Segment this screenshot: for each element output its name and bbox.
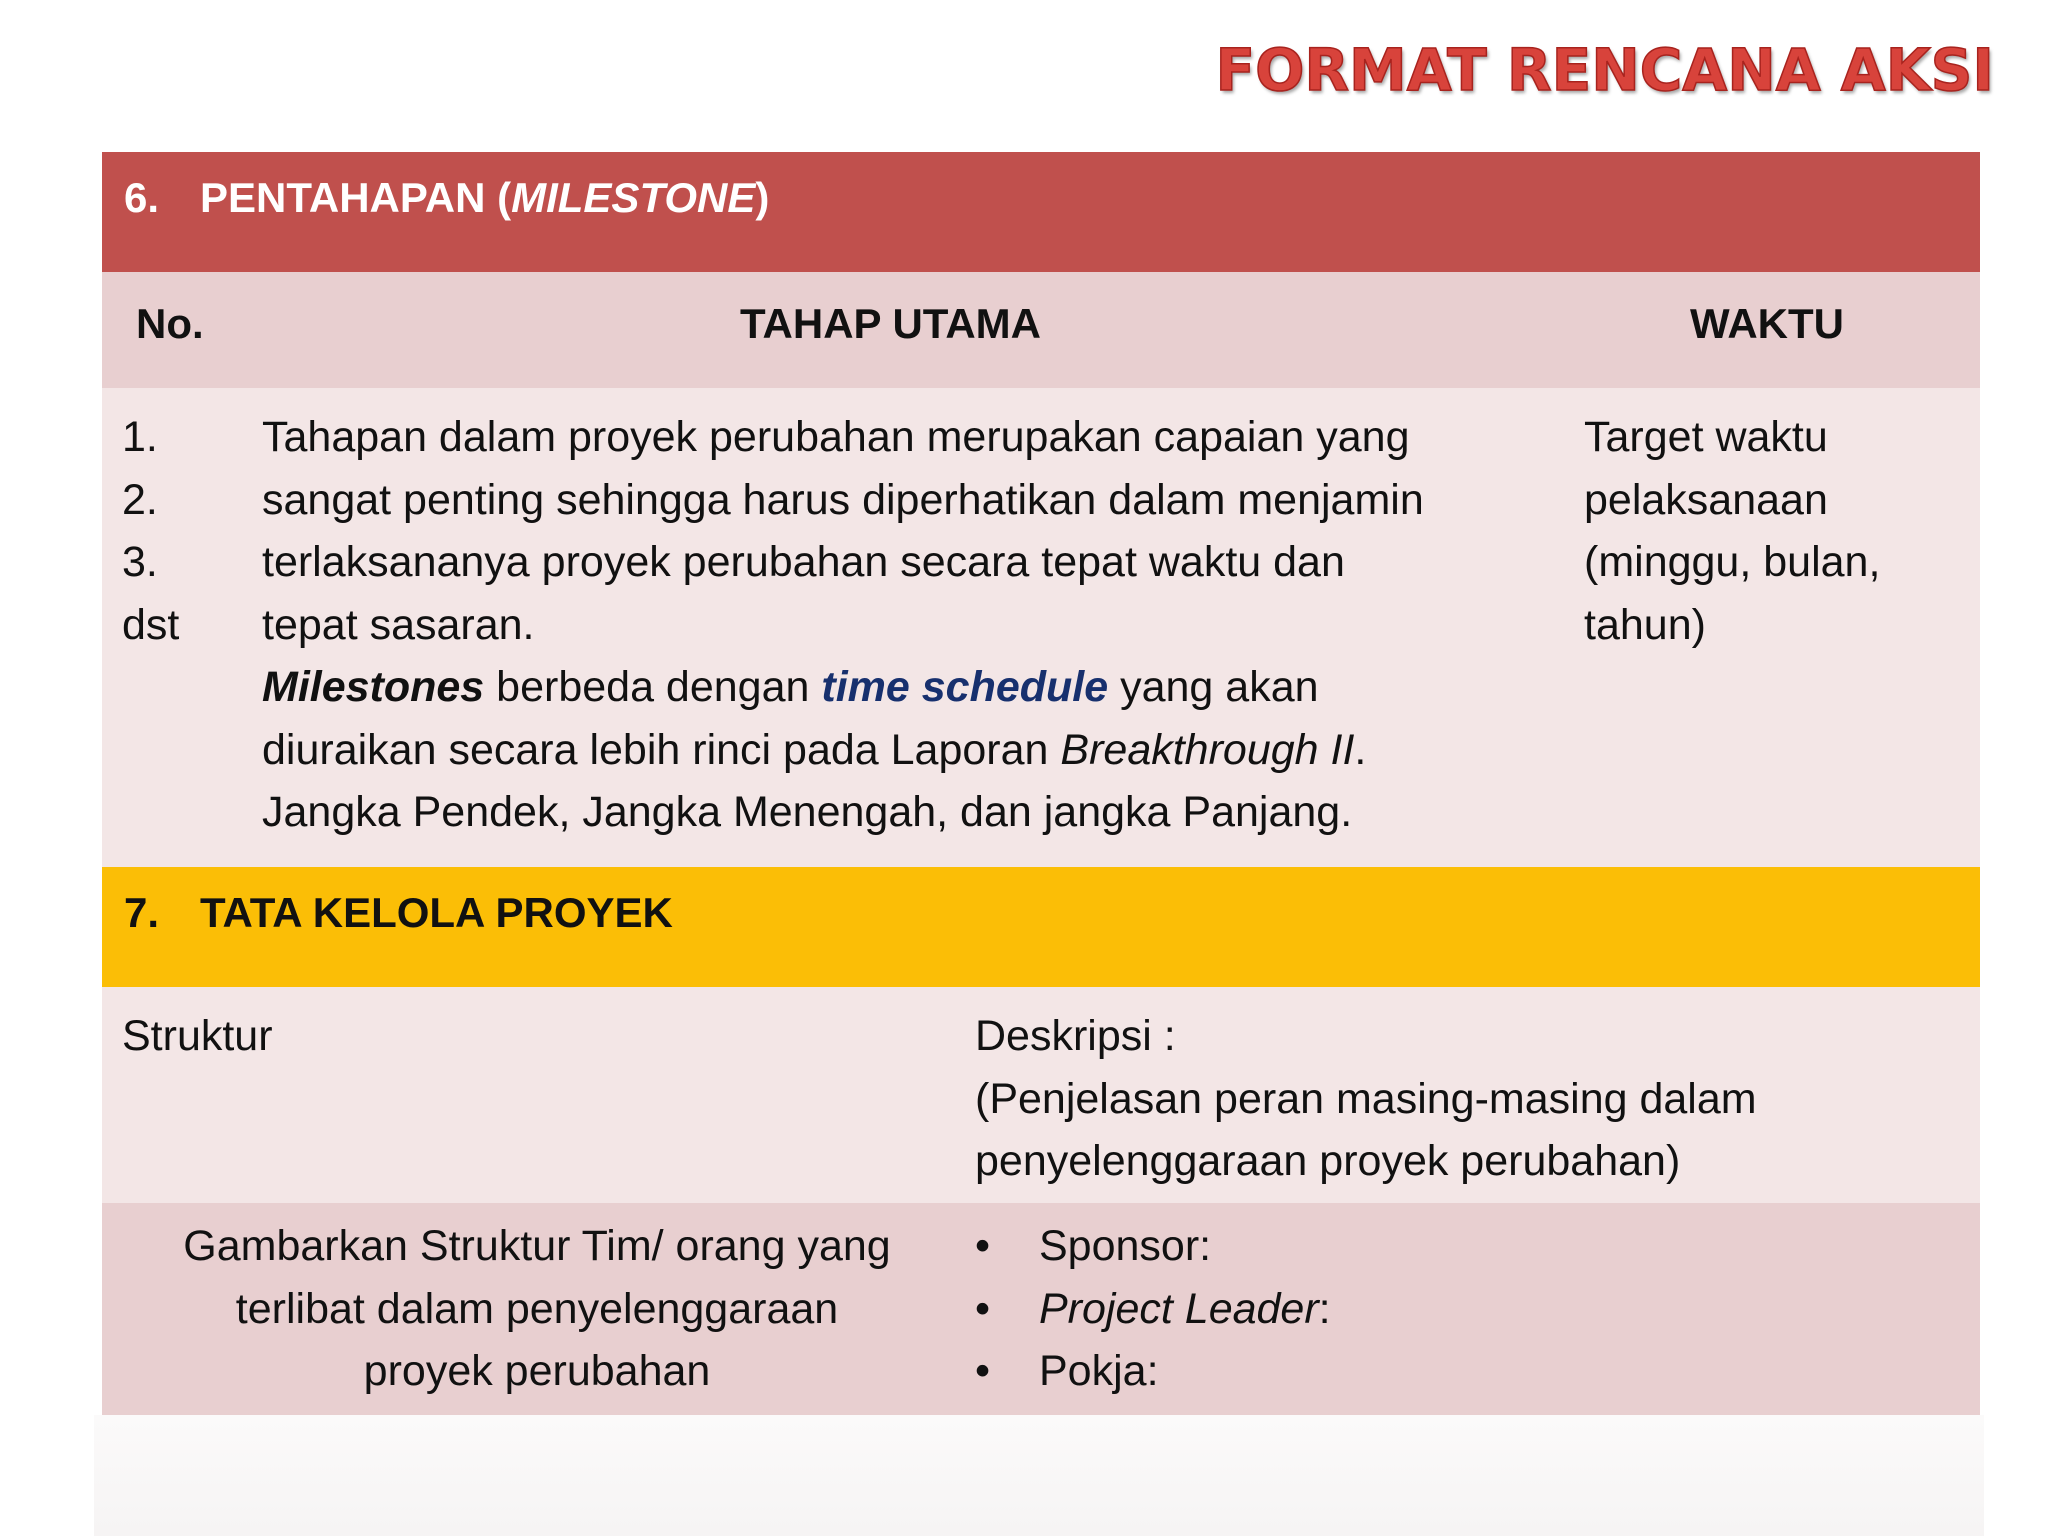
team-line: terlibat dalam penyelenggaraan [235, 1284, 839, 1333]
milestone-number-column [122, 406, 179, 656]
section-6-title-suffix: ) [755, 174, 770, 221]
waktu-line: tahun) [1584, 600, 1706, 649]
deskripsi-line: (Penjelasan peran masing-masing dalam [975, 1074, 1757, 1123]
tahap-line: terlaksananya proyek perubahan secara tepat waktu dan [262, 538, 1345, 586]
breakthrough-text: . [1354, 725, 1367, 774]
struktur-label: Struktur [122, 1012, 273, 1060]
milestone-number: 3. [122, 538, 158, 586]
team-structure-text [112, 1215, 962, 1403]
slide-title: FORMAT RENCANA AKSI [1215, 36, 1994, 104]
section-7-title: TATA KELOLA PROYEK [200, 889, 673, 936]
milestone-number: 2. [122, 475, 158, 524]
section-6-number: 6. [124, 174, 160, 221]
struktur-row [102, 987, 1980, 1203]
deskripsi-line: Deskripsi : [975, 1012, 1176, 1060]
breakthrough-italic: Breakthrough II [1060, 725, 1355, 774]
tahap-line: Tahapan dalam proyek perubahan merupakan capaian yang [262, 413, 1410, 461]
jangka-line: Jangka Pendek, Jangka Menengah, dan jangka Panjang. [262, 788, 1353, 836]
header-no: No. [136, 300, 204, 347]
breakthrough-line [262, 719, 1652, 782]
section-6-title [200, 174, 769, 222]
role-sponsor-label: Sponsor: [1039, 1222, 1212, 1270]
team-line: Gambarkan Struktur Tim/ orang yang [183, 1222, 891, 1270]
role-project-leader [975, 1278, 1331, 1341]
tahap-line: tepat sasaran. [262, 600, 535, 649]
team-structure-row [102, 1203, 1980, 1419]
header-tahap-utama: TAHAP UTAMA [740, 300, 1041, 347]
section-6-band [102, 152, 1980, 272]
bullet-icon: • [975, 1284, 991, 1333]
milestone-number: 1. [122, 413, 158, 461]
roles-list [975, 1215, 1331, 1403]
waktu-line: Target waktu [1584, 413, 1828, 461]
role-pokja [975, 1340, 1331, 1403]
waktu-line: pelaksanaan [1584, 475, 1828, 524]
waktu-line: (minggu, bulan, [1584, 538, 1881, 586]
bullet-icon: • [975, 1347, 991, 1395]
deskripsi-line: penyelenggaraan proyek perubahan) [975, 1137, 1681, 1185]
waktu-text [1584, 406, 1964, 656]
section-6-title-italic: MILESTONE [511, 174, 756, 221]
slide-footer-area [94, 1415, 1984, 1536]
header-waktu: WAKTU [1690, 300, 1844, 347]
milestone-body-row [102, 388, 1980, 867]
milestones-line [262, 656, 1652, 719]
tahap-line: sangat penting sehingga harus diperhatikan dalam menjamin [262, 475, 1424, 524]
tahap-utama-text [262, 406, 1652, 844]
deskripsi-text [975, 1005, 1757, 1193]
keyword-milestones: Milestones [262, 663, 485, 711]
bullet-icon: • [975, 1222, 991, 1270]
milestone-header-row [102, 272, 1980, 388]
role-pokja-label: Pokja: [1039, 1347, 1159, 1395]
role-project-leader-label: Project Leader [1039, 1284, 1319, 1333]
keyword-time-schedule: time schedule [821, 663, 1109, 711]
milestone-number: dst [122, 600, 180, 649]
section-7-band [102, 867, 1980, 987]
breakthrough-text: diuraikan secara lebih rinci pada Laporan [262, 725, 1061, 774]
section-7-number: 7. [124, 889, 160, 936]
rencana-aksi-table [102, 152, 1980, 1419]
section-6-title-prefix: PENTAHAPAN ( [200, 174, 512, 221]
role-project-leader-colon: : [1318, 1284, 1331, 1333]
milestones-text: yang akan [1108, 663, 1319, 711]
team-line: proyek perubahan [363, 1347, 711, 1395]
milestones-text: berbeda dengan [484, 663, 822, 711]
role-sponsor [975, 1215, 1331, 1278]
